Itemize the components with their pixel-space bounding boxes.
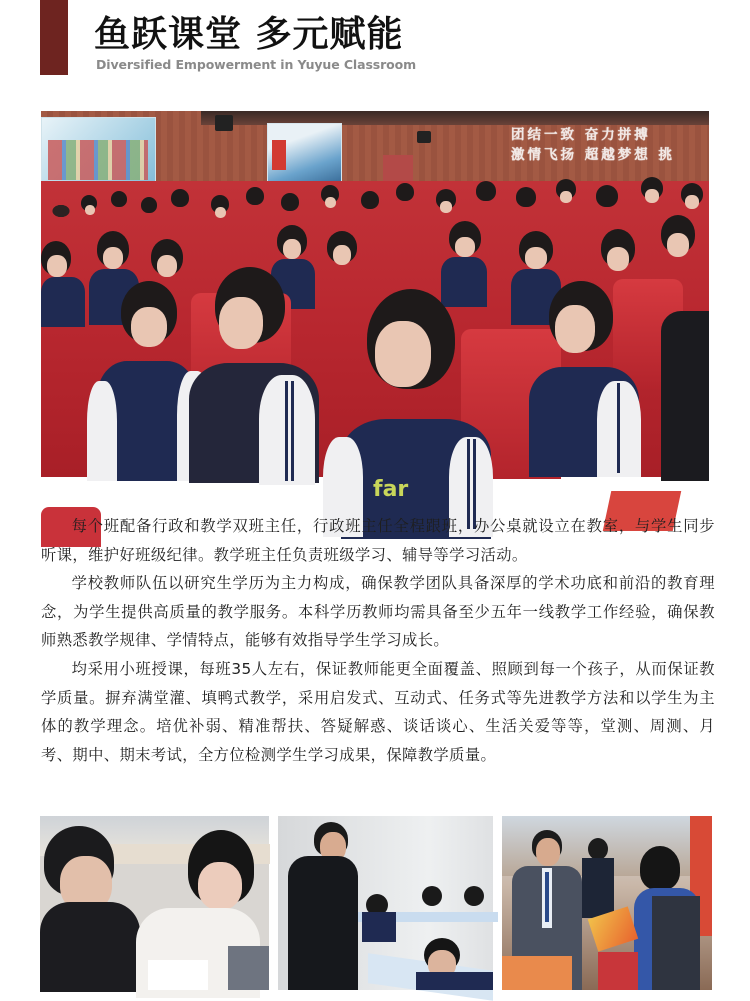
crowd-front-row (41, 271, 709, 502)
speaker-icon (215, 115, 233, 131)
main-photo-auditorium (41, 111, 709, 502)
article-body (41, 512, 715, 769)
article-paragraph-1: 每个班配备行政和教学双班主任，行政班主任全程跟班，办公桌就设立在教室，与学生同步听课，维护好班级纪律。教学班主任负责班级学习、辅导等学习活动。 (41, 517, 715, 564)
speaker-icon (417, 131, 431, 143)
wall-slogan-1: 团结一致 奋力拼搏 (511, 127, 651, 143)
wall-poster (267, 123, 342, 183)
page-subtitle: Diversified Empowerment in Yuyue Classroom (96, 57, 417, 72)
gallery-photo-tutoring (40, 816, 269, 990)
shirt-print: far (373, 477, 409, 502)
flag-icon (272, 140, 286, 170)
wall-slogan-2: 激情飞扬 超越梦想 挑 (511, 147, 675, 163)
header-accent-bar (40, 0, 68, 75)
article-paragraph-2: 学校教师队伍以研究生学历为主力构成，确保教学团队具备深厚的学术功底和前沿的教育理念，为学生提供高质量的教学服务。本科学历教师均需具备至少五年一线教学工作经验，确保教师熟悉教学规律、学情特点，能够有效指导学生学习成长。 (41, 574, 715, 650)
gallery-photo-exam (278, 816, 493, 990)
page-title: 鱼跃课堂 多元赋能 (94, 14, 404, 55)
article-paragraph-3: 均采用小班授课，每班35人左右，保证教师能更全面覆盖、照顾到每一个孩子，从而保证教学质量。摒弃满堂灌、填鸭式教学，采用启发式、互动式、任务式等先进教学方法和以学生为主体的教学理念。培优补弱、精准帮扶、答疑解惑、谈话谈心、生活关爱等等，堂测、周测、月考、期中、期末考试，全方位检测学生学习成果，保障教学质量。 (41, 659, 715, 764)
wall-bulletin-board (41, 117, 156, 191)
auditorium-seats (41, 181, 709, 502)
gallery-photo-outdoor-event (502, 816, 712, 990)
